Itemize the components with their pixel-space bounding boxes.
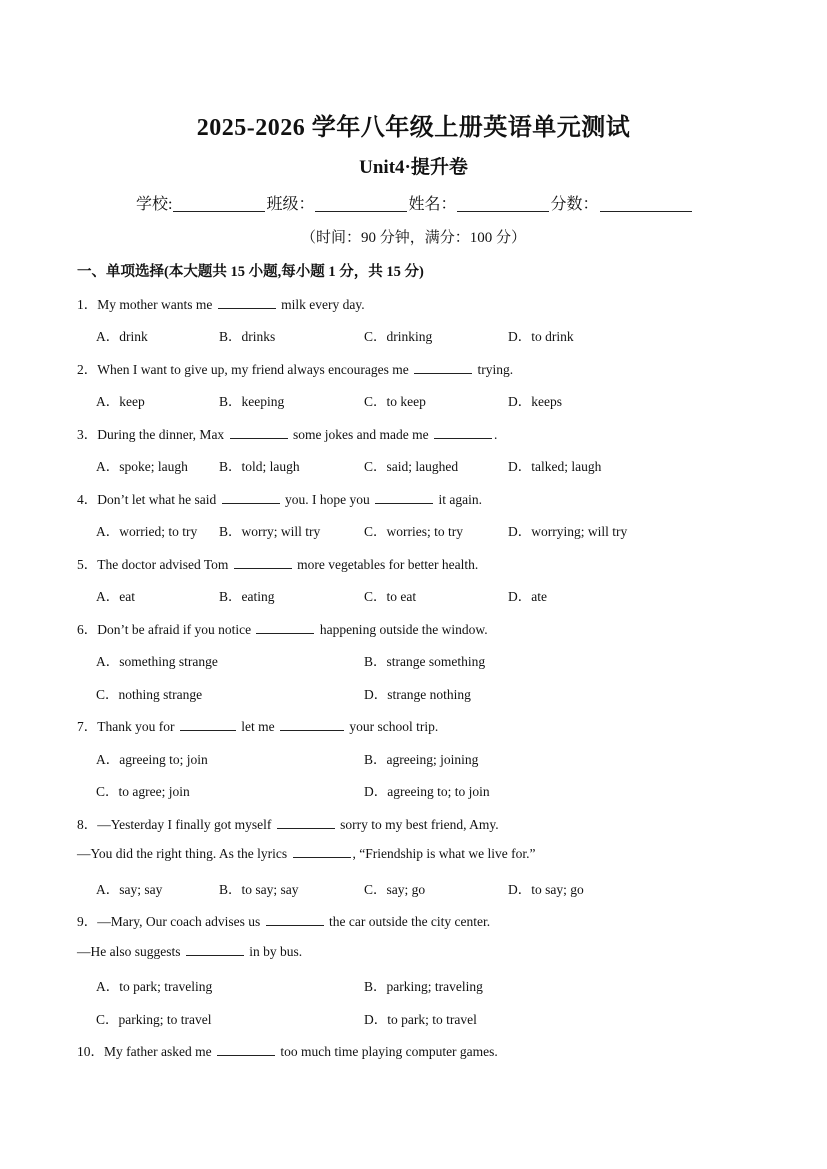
question-text: you. I hope you [281,492,374,507]
option-b[interactable]: B．keeping [219,394,285,409]
option-a[interactable]: A．eat [96,589,135,604]
school-label: 学校: [136,196,173,213]
section-title: 一、单项选择(本大题共 15 小题,每小题 1 分，共 15 分) [77,264,424,280]
question-text: —He also suggests [77,944,184,959]
question-text: the car outside the city center. [325,914,491,929]
option-d[interactable]: D．agreeing to; to join [364,784,490,799]
option-d[interactable]: D．keeps [508,394,562,409]
question-8-reply [77,845,535,862]
question-text: . [494,427,498,442]
option-a[interactable]: A．agreeing to; join [96,752,208,767]
answer-blank[interactable] [266,913,324,926]
answer-blank[interactable] [277,816,335,829]
question-text: —Yesterday I finally got myself [97,817,275,832]
question-9-reply [77,943,302,960]
question-text: Thank you for [97,719,178,734]
option-a[interactable]: A．to park; traveling [96,979,213,994]
question-number: 1． [77,297,98,312]
option-b[interactable]: B．strange something [364,654,486,669]
answer-blank[interactable] [414,361,472,374]
question-text: —Mary, Our coach advises us [97,914,264,929]
answer-blank[interactable] [375,491,433,504]
answer-blank[interactable] [256,621,314,634]
option-b[interactable]: B．to say; say [219,882,299,897]
option-b[interactable]: B．drinks [219,329,276,344]
option-d[interactable]: D．ate [508,589,547,604]
question-4 [77,488,482,508]
question-6 [77,618,488,638]
option-d[interactable]: D．to say; go [508,882,584,897]
option-c[interactable]: C．parking; to travel [96,1012,212,1027]
option-a[interactable]: A．say; say [96,882,163,897]
option-d[interactable]: D．talked; laugh [508,459,602,474]
question-text: During the dinner, Max [97,427,228,442]
answer-blank[interactable] [218,296,276,309]
question-10 [77,1040,498,1060]
page-subtitle: Unit4·提升卷 [359,157,468,178]
page-title: 2025-2026 学年八年级上册英语单元测试 [196,115,631,141]
question-text: more vegetables for better health. [293,557,479,572]
option-b[interactable]: B．worry; will try [219,524,321,539]
class-blank[interactable] [315,197,407,212]
option-c[interactable]: C．to eat [364,589,417,604]
question-5 [77,553,478,573]
question-text: milk every day. [277,297,365,312]
question-1 [77,293,365,313]
option-d[interactable]: D．strange nothing [364,687,471,702]
question-7 [77,715,438,735]
question-9 [77,910,490,930]
answer-blank[interactable] [217,1043,275,1056]
answer-blank[interactable] [230,426,288,439]
question-text: My mother wants me [97,297,216,312]
answer-blank[interactable] [180,718,236,731]
question-text: Don’t let what he said [97,492,220,507]
option-a[interactable]: A．drink [96,329,148,344]
class-label: 班级： [266,196,315,213]
question-number: 3． [77,427,98,442]
question-text: Don’t be afraid if you notice [97,622,255,637]
option-a[interactable]: A．something strange [96,654,218,669]
question-3 [77,423,497,443]
question-number: 8． [77,817,98,832]
option-c[interactable]: C．nothing strange [96,687,203,702]
option-c[interactable]: C．said; laughed [364,459,459,474]
option-c[interactable]: C．to keep [364,394,426,409]
option-c[interactable]: C．say; go [364,882,426,897]
score-label: 分数： [550,196,599,213]
option-b[interactable]: B．agreeing; joining [364,752,479,767]
answer-blank[interactable] [234,556,292,569]
option-c[interactable]: C．to agree; join [96,784,190,799]
question-text: My father asked me [104,1044,215,1059]
question-number: 9． [77,914,98,929]
option-b[interactable]: B．eating [219,589,275,604]
option-d[interactable]: D．to drink [508,329,574,344]
answer-blank[interactable] [280,718,344,731]
question-2 [77,358,513,378]
name-blank[interactable] [457,197,549,212]
option-b[interactable]: B．parking; traveling [364,979,483,994]
answer-blank[interactable] [186,943,244,956]
answer-blank[interactable] [293,845,351,858]
question-text: , “Friendship is what we live for.” [352,846,536,861]
question-number: 6． [77,622,98,637]
student-info-line [136,191,693,214]
answer-blank[interactable] [434,426,492,439]
option-a[interactable]: A．worried; to try [96,524,198,539]
question-8 [77,813,499,833]
score-blank[interactable] [600,197,692,212]
option-c[interactable]: C．drinking [364,329,433,344]
question-text: When I want to give up, my friend always encourages me [97,362,413,377]
option-d[interactable]: D．to park; to travel [364,1012,477,1027]
option-a[interactable]: A．keep [96,394,145,409]
question-text: sorry to my best friend, Amy. [336,817,499,832]
question-text: happening outside the window. [316,622,488,637]
question-text: trying. [474,362,514,377]
question-number: 10． [77,1044,104,1059]
question-text: too much time playing computer games. [276,1044,498,1059]
question-text: —You did the right thing. As the lyrics [77,846,291,861]
answer-blank[interactable] [222,491,280,504]
option-b[interactable]: B．told; laugh [219,459,300,474]
question-number: 7． [77,719,98,734]
question-text: in by bus. [245,944,303,959]
time-info: （时间：90 分钟，满分：100 分） [300,230,526,246]
option-d[interactable]: D．worrying; will try [508,524,628,539]
school-blank[interactable] [173,197,265,212]
question-text: The doctor advised Tom [97,557,232,572]
question-text: it again. [435,492,482,507]
option-a[interactable]: A．spoke; laugh [96,459,188,474]
question-number: 4． [77,492,98,507]
question-number: 5． [77,557,98,572]
question-number: 2． [77,362,98,377]
question-text: let me [237,719,278,734]
option-c[interactable]: C．worries; to try [364,524,463,539]
name-label: 姓名： [408,196,457,213]
question-text: your school trip. [345,719,439,734]
question-text: some jokes and made me [289,427,433,442]
